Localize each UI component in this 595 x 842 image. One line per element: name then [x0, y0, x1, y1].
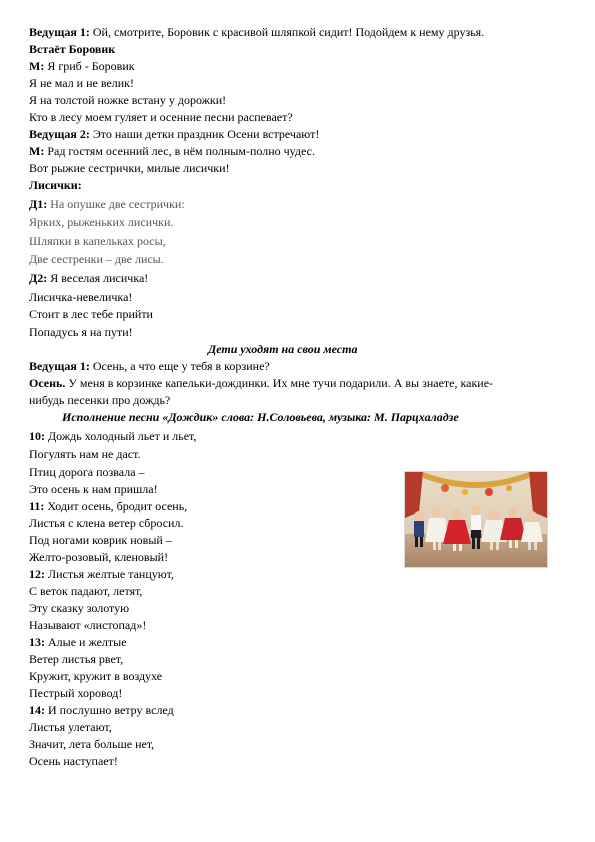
line-verse	[29, 601, 129, 615]
speaker: 10:	[29, 429, 45, 443]
line-10	[29, 429, 196, 443]
line-text: Осень наступает!	[29, 754, 118, 768]
line-text: Значит, лета больше нет,	[29, 737, 155, 751]
line-host2	[29, 127, 319, 141]
line-text: Птиц дорога позвала –	[29, 465, 145, 479]
line-text: нибудь песенки про дождь?	[29, 393, 171, 407]
line-autumn	[29, 376, 493, 390]
speaker: Д1:	[29, 197, 48, 211]
line-verse	[29, 737, 154, 751]
line-text: Ходит осень, бродит осень,	[44, 499, 188, 513]
line-verse	[29, 234, 166, 248]
line-text: Вот рыжие сестрички, милые лисички!	[29, 161, 230, 175]
line-text: Под ногами коврик новый –	[29, 533, 172, 547]
line-m-1	[29, 59, 135, 73]
line-text: У меня в корзинке капельки-дождинки. Их мне тучи подарили. А вы знаете, какие-	[65, 376, 494, 390]
speaker-foxes	[29, 178, 82, 192]
line-12	[29, 567, 174, 581]
line-13	[29, 635, 127, 649]
line-verse	[29, 584, 142, 598]
line-text: Погулять нам не даст.	[29, 447, 141, 461]
line-14	[29, 703, 174, 717]
speaker: Ведущая 2:	[29, 127, 90, 141]
line-text: Это наши детки праздник Осени встречают!	[89, 127, 320, 141]
line-text: Лисичка-невеличка!	[29, 290, 133, 304]
line-verse	[29, 686, 122, 700]
line-text: Я гриб - Боровик	[44, 59, 135, 73]
line-text: Я веселая лисичка!	[47, 271, 149, 285]
line-text: Пестрый хоровод!	[29, 686, 123, 700]
line-verse	[29, 110, 293, 124]
line-text: Ветер листья рвет,	[29, 652, 124, 666]
line-text: Листья улетают,	[29, 720, 112, 734]
speaker: М:	[29, 144, 45, 158]
speaker: 11:	[29, 499, 45, 513]
line-verse	[29, 307, 153, 321]
line-text: Это осень к нам пришла!	[29, 482, 158, 496]
speaker: Встаёт Боровик	[29, 42, 116, 56]
line-text: Алые и желтые	[45, 635, 127, 649]
line-text: Исполнение песни «Дождик» слова: Н.Соловьева, музыка: М. Парцхаладзе	[62, 410, 459, 424]
line-verse	[29, 533, 172, 547]
speaker: 14:	[29, 703, 45, 717]
line-verse	[29, 652, 123, 666]
speaker: Осень.	[29, 376, 66, 390]
line-text: Кружит, кружит в воздухе	[29, 669, 163, 683]
line-text: Эту сказку золотую	[29, 601, 130, 615]
stage-direction-borovik	[29, 42, 115, 56]
line-host1-intro	[29, 25, 484, 39]
line-verse	[29, 447, 140, 461]
line-verse	[29, 720, 112, 734]
line-verse	[29, 618, 146, 632]
speaker: Лисички:	[29, 178, 82, 192]
line-verse	[29, 669, 162, 683]
line-text: Листья желтые танцуют,	[45, 567, 174, 581]
line-verse	[29, 93, 226, 107]
speaker: 13:	[29, 635, 45, 649]
line-text: Попадусь я на пути!	[29, 325, 133, 339]
line-verse	[29, 290, 132, 304]
line-text: Называют «листопад»!	[29, 618, 147, 632]
line-text: Дождь холодный льет и льет,	[45, 429, 197, 443]
line-verse	[29, 76, 134, 90]
line-text: Осень, а что еще у тебя в корзине?	[89, 359, 270, 373]
line-text: С веток падают, летят,	[29, 584, 143, 598]
line-text: Кто в лесу моем гуляет и осенние песни распевает?	[29, 110, 293, 124]
line-text: И послушно ветру вслед	[45, 703, 174, 717]
line-verse	[29, 252, 164, 266]
speaker: Ведущая 1:	[29, 25, 90, 39]
speaker: Д2:	[29, 271, 48, 285]
children-dancing-photo	[404, 471, 548, 568]
line-text: Дети уходят на свои места	[208, 342, 358, 356]
line-text: Рад гостям осенний лес, в нём полным-полно чудес.	[44, 144, 315, 158]
line-text: Ой, смотрите, Боровик с красивой шляпкой сидит! Подойдем к нему друзья.	[89, 25, 485, 39]
line-text: Листья с клена ветер сбросил.	[29, 516, 184, 530]
line-verse	[29, 482, 158, 496]
line-d1	[29, 197, 185, 211]
speaker: 12:	[29, 567, 45, 581]
line-text: Две сестренки – две лисы.	[29, 252, 164, 266]
line-verse	[29, 215, 173, 229]
line-text: Я на толстой ножке встану у дорожки!	[29, 93, 227, 107]
line-text: Шляпки в капельках росы,	[29, 234, 166, 248]
line-text: Я не мал и не велик!	[29, 76, 135, 90]
line-m-2	[29, 144, 315, 158]
line-text: Стоит в лес тебе прийти	[29, 307, 153, 321]
line-text: Ярких, рыженьких лисички.	[29, 215, 174, 229]
line-d2	[29, 271, 148, 285]
song-title	[62, 410, 459, 424]
line-verse	[29, 550, 168, 564]
line-verse	[29, 754, 118, 768]
speaker: М:	[29, 59, 45, 73]
line-text: На опушке две сестрички:	[47, 197, 185, 211]
line-verse	[29, 161, 230, 175]
line-verse	[29, 325, 133, 339]
line-11	[29, 499, 187, 513]
line-autumn-cont	[29, 393, 170, 407]
speaker: Ведущая 1:	[29, 359, 90, 373]
line-verse	[29, 465, 145, 479]
line-verse	[29, 516, 183, 530]
line-text: Желто-розовый, кленовый!	[29, 550, 169, 564]
stage-direction-children	[208, 342, 357, 356]
line-host1-question	[29, 359, 270, 373]
